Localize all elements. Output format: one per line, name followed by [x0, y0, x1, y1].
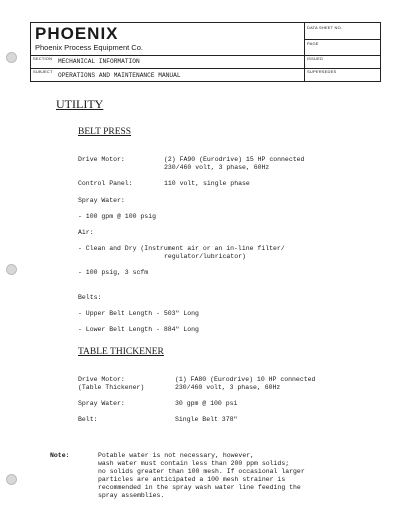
punch-hole [6, 474, 17, 485]
air-item: - 100 psig, 3 scfm [78, 269, 149, 276]
subject-label: SUBJECT [33, 69, 53, 74]
drive-motor-label: Drive Motor: [78, 156, 125, 163]
section-value: MECHANICAL INFORMATION [58, 58, 140, 65]
belt-press-heading: BELT PRESS [78, 127, 132, 137]
air-item: - Clean and Dry (Instrument air or an in-line filter/ [78, 245, 285, 252]
note-line: spray assemblies. [98, 492, 165, 499]
note-line: recommended in the spray wash water line feeding the [98, 484, 301, 491]
page-title: UTILITY [56, 97, 104, 111]
company-name: PHOENIX [35, 24, 119, 43]
drive-motor-value: (1) FA80 (Eurodrive) 10 HP connected [175, 376, 316, 383]
section-label: SECTION [33, 56, 53, 61]
punch-hole [6, 52, 17, 63]
note-line: Potable water is not necessary, however, [98, 452, 255, 459]
drive-motor-value-cont: 230/460 volt, 3 phase, 60Hz [164, 164, 270, 171]
air-item-cont: regulator/lubricator) [164, 253, 246, 260]
page-label: PAGE [307, 41, 319, 46]
note-line: particles are anticipated a 100 mesh strainer is [98, 476, 286, 483]
data-sheet-label: DATA SHEET NO. [307, 25, 343, 30]
supersedes-label: SUPERSEDES [307, 69, 337, 74]
header-divider [304, 23, 305, 81]
spray-water-value: 30 gpm @ 100 psi [175, 400, 238, 407]
header-divider [31, 55, 380, 56]
belt-label: Belt: [78, 416, 98, 423]
company-subtitle: Phoenix Process Equipment Co. [35, 43, 143, 52]
air-label: Air: [78, 229, 94, 236]
spray-water-value: - 100 gpm @ 100 psig [78, 213, 157, 220]
control-panel-label: Control Panel: [78, 180, 133, 187]
subject-value: OPERATIONS AND MAINTENANCE MANUAL [58, 72, 181, 79]
note-label: Note: [50, 452, 70, 459]
note-line: no solids greater than 100 mesh. If occasional larger [98, 468, 305, 475]
table-thickener-heading: TABLE THICKENER [78, 347, 164, 357]
belts-label: Belts: [78, 294, 102, 301]
belt-item: - Upper Belt Length - 503" Long [78, 310, 199, 317]
drive-motor-value-cont: 230/460 volt, 3 phase, 60Hz [175, 384, 281, 391]
header-block [30, 22, 381, 82]
drive-motor-label-cont: (Table Thickener) [78, 384, 145, 391]
belt-value: Single Belt 378" [175, 416, 238, 423]
spray-water-label: Spray Water: [78, 197, 125, 204]
spray-water-label: Spray Water: [78, 400, 125, 407]
header-divider [304, 39, 380, 40]
drive-motor-label: Drive Motor: [78, 376, 125, 383]
note-line: wash water must contain less than 200 ppm solids; [98, 460, 290, 467]
issued-label: ISSUED [307, 56, 324, 61]
belt-item: - Lower Belt Length - 884" Long [78, 326, 199, 333]
punch-hole [6, 264, 17, 275]
drive-motor-value: (2) FA90 (Eurodrive) 15 HP connected [164, 156, 305, 163]
control-panel-value: 110 volt, single phase [164, 180, 250, 187]
